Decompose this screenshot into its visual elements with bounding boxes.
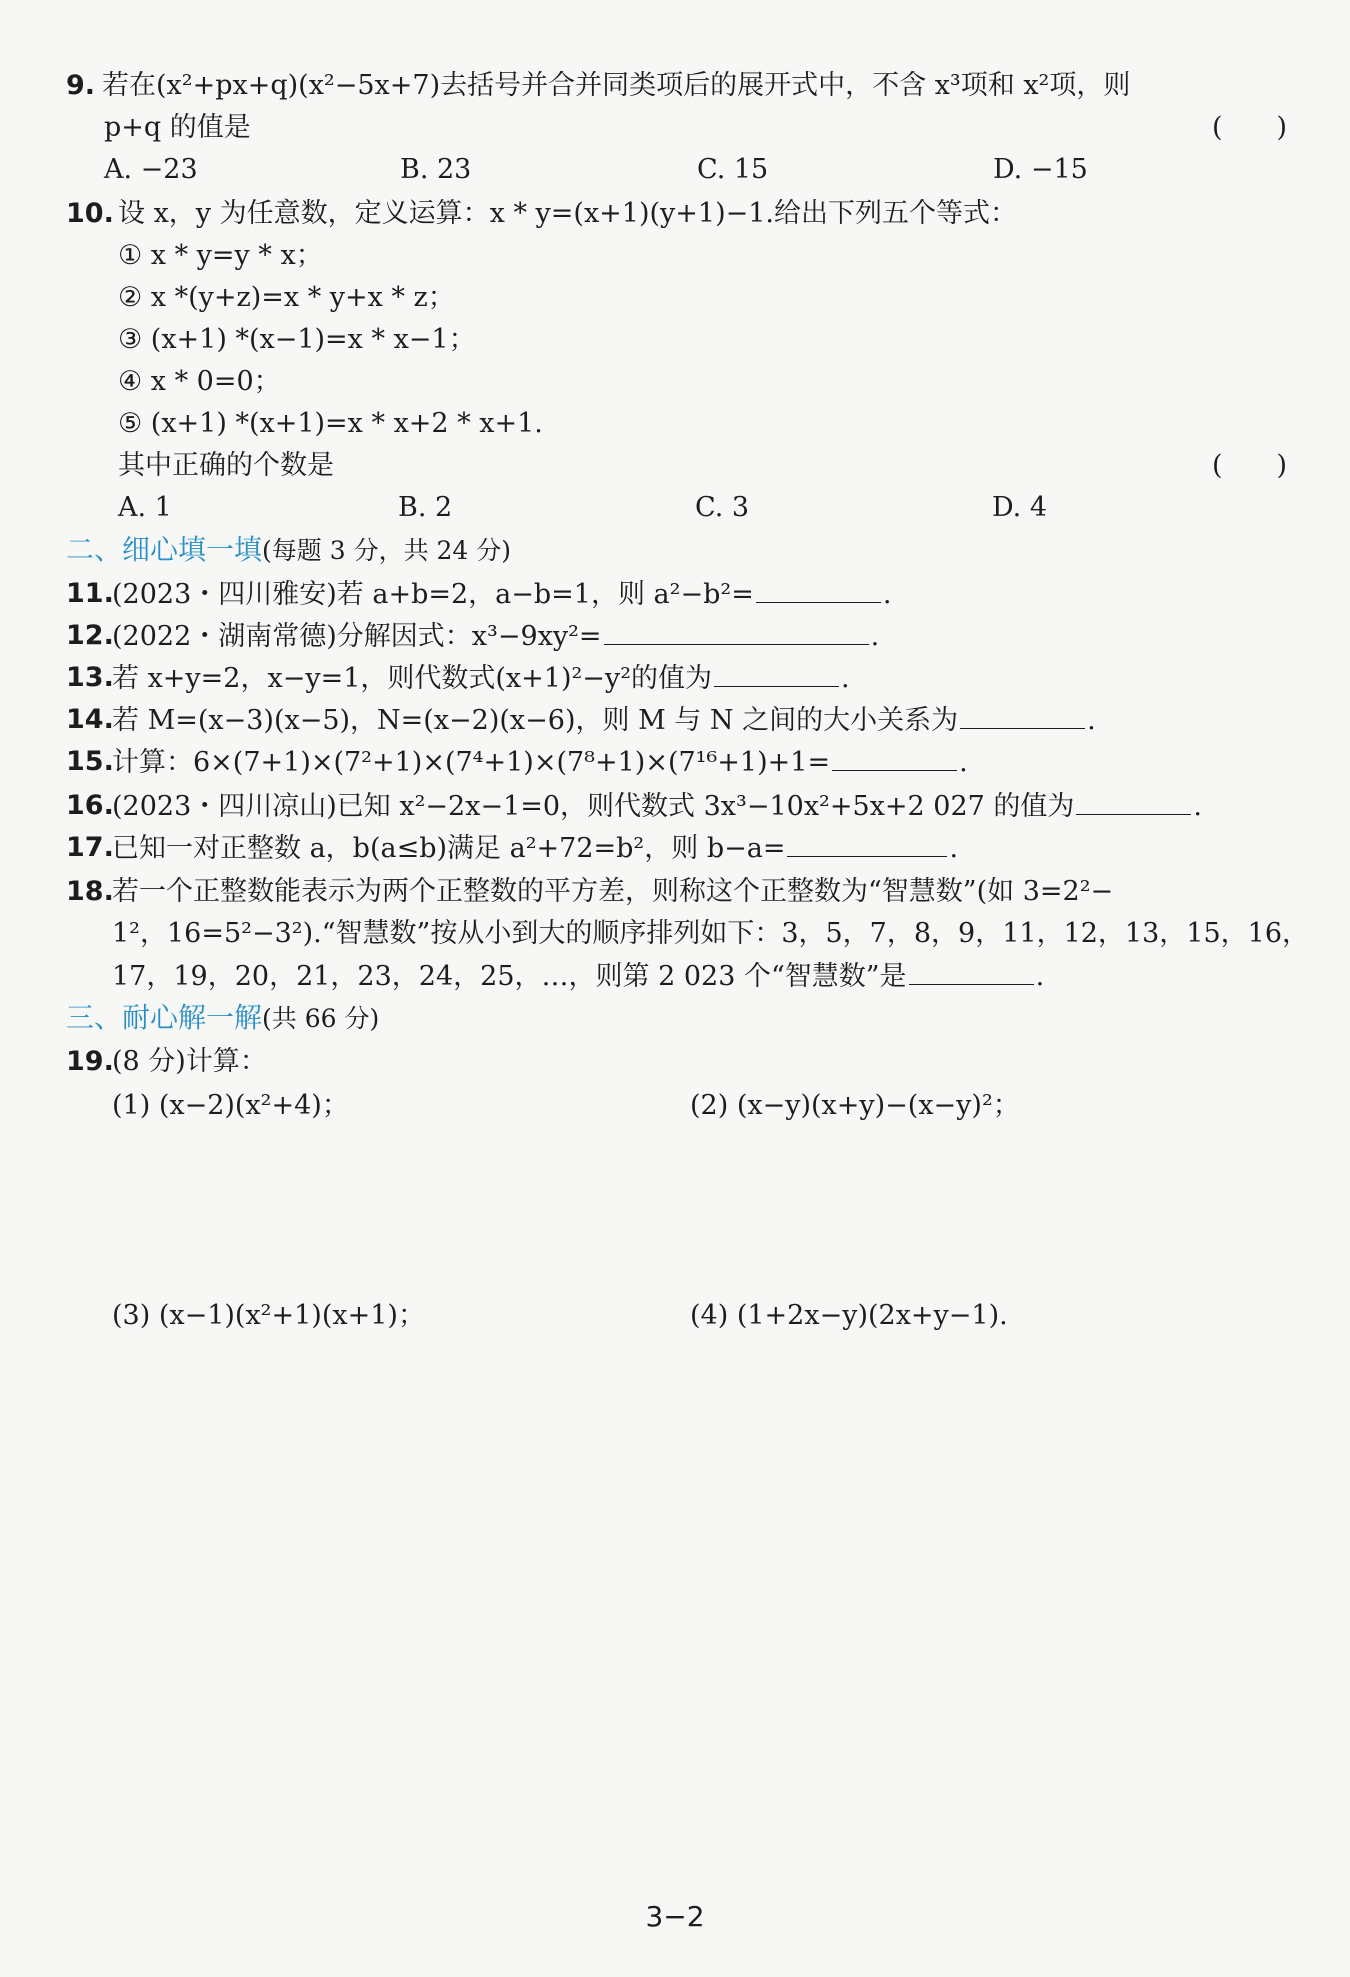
answer-blank[interactable] <box>960 700 1085 729</box>
sub-question-3: (3) (x−1)(x²+1)(x+1)； <box>112 1300 425 1331</box>
equation-item: ③ (x+1) *(x−1)=x * x−1； <box>118 324 476 355</box>
question-text: 若一个正整数能表示为两个正整数的平方差，则称这个正整数为“智慧数”(如 3=2²− <box>112 876 1114 907</box>
question-text: 其中正确的个数是 <box>118 450 334 481</box>
answer-blank[interactable] <box>714 658 839 687</box>
option-d: D. 4 <box>992 492 1048 523</box>
equation-item: ⑤ (x+1) *(x+1)=x * x+2 * x+1. <box>118 408 543 439</box>
section-title <box>66 998 379 1039</box>
question-end: . <box>949 833 959 864</box>
question-text <box>112 956 1044 997</box>
answer-paren: ( ) <box>1212 112 1288 143</box>
question-number: 15. <box>66 746 114 777</box>
question-end: . <box>870 621 880 652</box>
question-text: 1²，16=5²−3²).“智慧数”按从小到大的顺序排列如下：3，5，7，8，9，11，12，13，15，16， <box>112 918 1310 949</box>
question-number: 9. <box>66 70 96 101</box>
question-text <box>112 658 850 699</box>
question-number: 10. <box>66 198 114 229</box>
question-end: . <box>882 579 892 610</box>
question-text <box>112 616 879 657</box>
sub-question-1: (1) (x−2)(x²+4)； <box>112 1090 349 1121</box>
question-end: . <box>841 663 850 694</box>
question-end: . <box>959 747 968 778</box>
page-number: 3−2 <box>645 1900 705 1933</box>
question-body: 若 M=(x−3)(x−5)，N=(x−2)(x−6)，则 M 与 N 之间的大小关系为 <box>112 705 959 736</box>
answer-blank[interactable] <box>832 742 957 771</box>
question-text: (8 分)计算： <box>112 1046 267 1077</box>
question-body: 计算：6×(7+1)×(7²+1)×(7⁴+1)×(7⁸+1)×(7¹⁶+1)+1= <box>112 747 831 778</box>
question-body: 若 x+y=2，x−y=1，则代数式(x+1)²−y²的值为 <box>112 663 713 694</box>
question-body: (2023・四川雅安)若 a+b=2，a−b=1，则 a²−b²= <box>112 579 754 610</box>
equation-item: ② x *(y+z)=x * y+x * z； <box>118 282 455 313</box>
equation-item: ① x * y=y * x； <box>118 240 323 271</box>
question-end: . <box>1193 791 1203 822</box>
sub-question-4: (4) (1+2x−y)(2x+y−1). <box>690 1300 1008 1331</box>
question-number: 16. <box>66 790 114 821</box>
question-number: 12. <box>66 620 114 651</box>
question-number: 13. <box>66 662 114 693</box>
question-number: 11. <box>66 578 114 609</box>
question-text <box>112 700 1096 741</box>
option-c: C. 3 <box>695 492 750 523</box>
section-title-text: 三、耐心解一解 <box>66 1001 263 1034</box>
option-c: C. 15 <box>697 154 769 185</box>
option-b: B. 2 <box>398 492 453 523</box>
section-title-text: 二、细心填一填 <box>66 533 263 566</box>
question-text <box>112 828 958 869</box>
section-title <box>66 530 511 571</box>
section-note: (每题 3 分，共 24 分) <box>262 536 512 565</box>
sub-question-2: (2) (x−y)(x+y)−(x−y)²； <box>690 1090 1020 1121</box>
answer-blank[interactable] <box>1076 786 1191 815</box>
question-number: 18. <box>66 876 114 907</box>
question-text <box>112 574 891 615</box>
section-note: (共 66 分) <box>262 1004 380 1033</box>
question-body: (2023・四川凉山)已知 x²−2x−1=0，则代数式 3x³−10x²+5x+2 027 的值为 <box>112 791 1075 822</box>
answer-blank[interactable] <box>756 574 881 603</box>
answer-blank[interactable] <box>604 616 869 645</box>
question-text <box>112 742 968 783</box>
question-body: (2022・湖南常德)分解因式：x³−9xy²= <box>112 621 602 652</box>
answer-blank[interactable] <box>787 828 947 857</box>
option-b: B. 23 <box>400 154 472 185</box>
question-text: p+q 的值是 <box>104 112 251 143</box>
equation-item: ④ x * 0=0； <box>118 366 281 397</box>
option-a: A. −23 <box>104 154 198 185</box>
question-end: . <box>1035 961 1045 992</box>
question-body: 17，19，20，21，23，24，25，…，则第 2 023 个“智慧数”是 <box>112 961 907 992</box>
answer-blank[interactable] <box>909 956 1034 985</box>
option-d: D. −15 <box>993 154 1088 185</box>
question-number: 14. <box>66 704 114 735</box>
question-end: . <box>1087 705 1096 736</box>
question-number: 17. <box>66 832 114 863</box>
question-text <box>112 786 1202 827</box>
question-number: 19. <box>66 1046 114 1077</box>
question-text: 设 x，y 为任意数，定义运算：x * y=(x+1)(y+1)−1.给出下列五个等式： <box>118 198 1018 229</box>
question-text: 若在(x²+px+q)(x²−5x+7)去括号并合并同类项后的展开式中，不含 x³项和 x²项，则 <box>102 70 1131 101</box>
answer-paren: ( ) <box>1212 450 1288 481</box>
option-a: A. 1 <box>118 492 172 523</box>
question-body: 已知一对正整数 a，b(a≤b)满足 a²+72=b²，则 b−a= <box>112 833 786 864</box>
